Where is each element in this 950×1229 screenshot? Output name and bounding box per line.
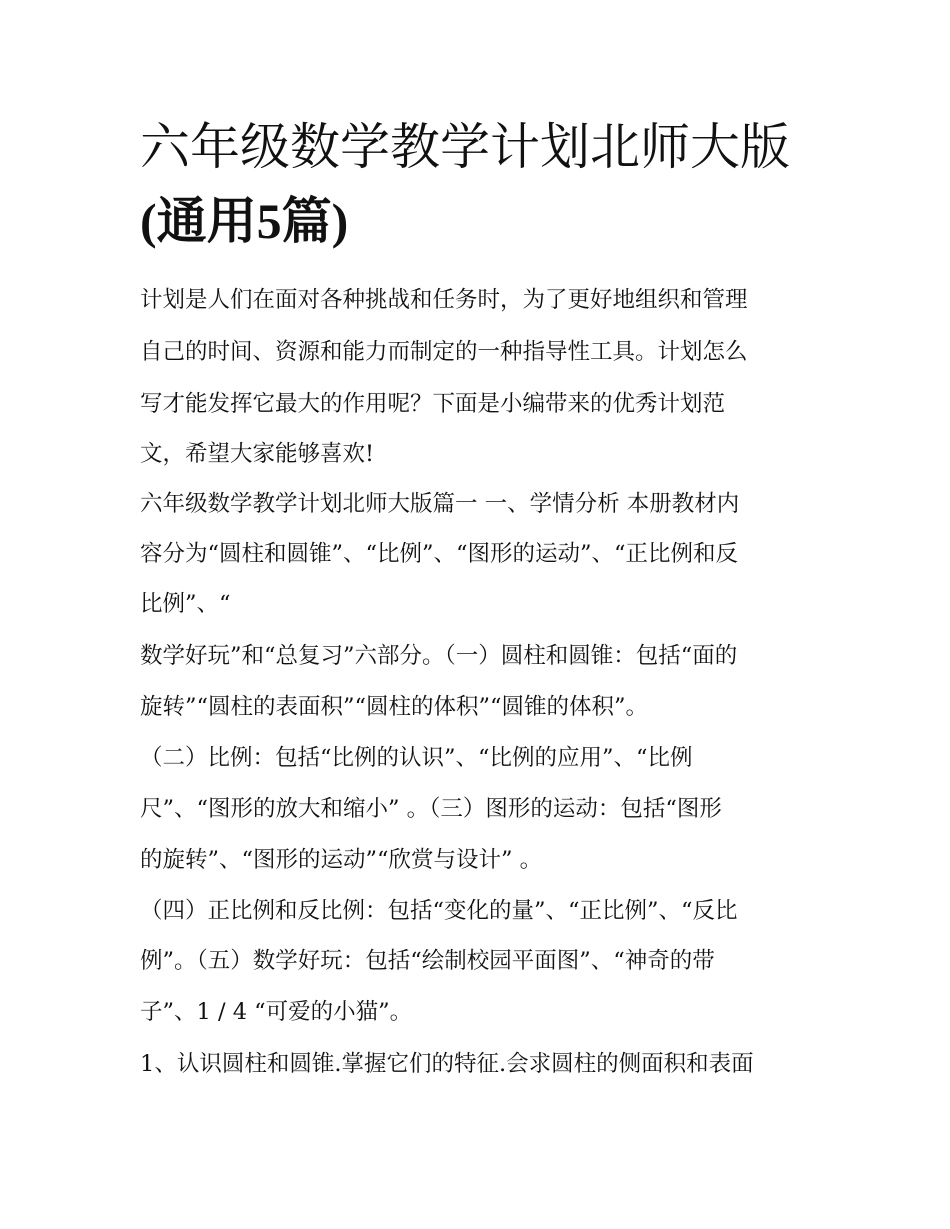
document-title bbox=[140, 110, 840, 258]
body-line: 的旋转”、“图形的运动”“欣赏与设计” 。 bbox=[140, 847, 543, 873]
body-line: 六年级数学教学计划北师大版篇一 一、学情分析 本册教材内 bbox=[140, 491, 740, 517]
body-line: 比例”、“ bbox=[140, 591, 231, 617]
body-line: 计划是人们在面对各种挑战和任务时，为了更好地组织和管理 bbox=[140, 287, 748, 313]
body-line: 旋转”“圆柱的表面积”“圆柱的体积”“圆锥的体积”。 bbox=[140, 694, 649, 720]
title-line-1: 六年级数学教学计划北师大版 bbox=[140, 118, 790, 176]
body-line: 容分为“圆柱和圆锥”、“比例”、“图形的运动”、“正比例和反 bbox=[140, 541, 739, 567]
body-line: （四）正比例和反比例：包括“变化的量”、“正比例”、“反比 bbox=[140, 898, 738, 924]
body-line: 例”。（五）数学好玩：包括“绘制校园平面图”、“神奇的带 bbox=[140, 948, 715, 974]
body-line: 文，希望大家能够喜欢! bbox=[140, 441, 375, 467]
body-line: 子”、1 / 4 “可爱的小猫”。 bbox=[140, 999, 413, 1025]
body-line: 数学好玩”和“总复习”六部分。（一）圆柱和圆锥：包括“面的 bbox=[140, 643, 738, 669]
body-line: 自己的时间、资源和能力而制定的一种指导性工具。计划怎么 bbox=[140, 339, 748, 365]
body-line: 写才能发挥它最大的作用呢？下面是小编带来的优秀计划范 bbox=[140, 391, 726, 417]
body-line: 尺”、“图形的放大和缩小” 。（三）图形的运动：包括“图形 bbox=[140, 796, 722, 822]
body-line: 1、认识圆柱和圆锥.掌握它们的特征.会求圆柱的侧面积和表面 bbox=[140, 1051, 754, 1077]
body-line: （二）比例：包括“比例的认识”、“比例的应用”、“比例 bbox=[140, 745, 693, 771]
title-line-2 bbox=[140, 184, 840, 258]
title-number: 5 bbox=[256, 193, 282, 249]
title-paren-close: 篇) bbox=[281, 193, 349, 249]
title-paren-open: (通用 bbox=[140, 193, 257, 249]
